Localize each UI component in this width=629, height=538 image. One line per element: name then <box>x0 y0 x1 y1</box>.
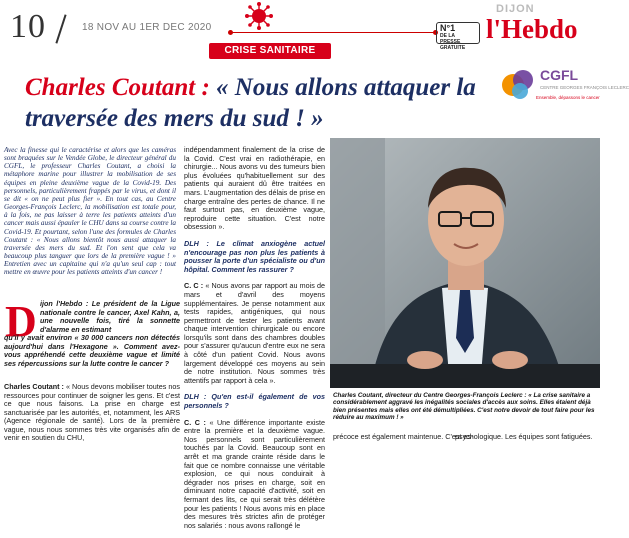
cgfl-emblem-icon <box>500 67 536 103</box>
logo-name: CGFL <box>540 67 579 83</box>
rule-dot <box>228 30 233 35</box>
portrait-photo <box>330 138 600 388</box>
page-number: 10 <box>10 8 46 45</box>
masthead-title: l'Hebdo <box>486 14 578 44</box>
question-2: DLH : Le climat anxiogène actuel n'encourage pas non plus les patients à pousser la porte d'un spécialiste ou d'un hôpital. Comment les rassurer ? <box>184 238 325 274</box>
headline <box>25 72 565 134</box>
virus-icon <box>241 1 277 31</box>
logo-tagline: Ensemble, dépassons le cancer <box>536 95 600 100</box>
intro-text: Avec la finesse qui le caractérise et alors que les caméras sont braquées sur le Vendée Globe, le directeur général du CGFL, le professeur Charles Coutant, a choisi la métaphore marine pour illustrer la mobilisation de ses équipes en pleine deuxième vague de la Covid-19. Des personnels, particulièrement frappés par le virus, et dont il se dit « on ne peut plus fier ». En tout cas, au Centre Georges-François Leclerc, la mobilisation est totale pour, à la fois, ne pas laisser à terre les patients atteints d'un cancer mais aussi épauler le CHU dans sa course contre la Covid-19. Et pourtant, selon l'une des formules de Charles Coutant : « Nous allons bientôt nous aussi attaquer la traversée des mers du sud. Et l'on sent que cela va beaucoup plus tanguer que lors de la première vague ! » Entretien avec un capitaine qui n'a qu'un seul cap : tout mettre en œuvre pour les patients atteints d'un cancer ! <box>4 146 176 277</box>
header-slash <box>55 14 66 43</box>
cgfl-logo <box>500 66 629 108</box>
headline-quote: « Nous allons attaquer la traversée des mers du sud ! » <box>25 74 476 132</box>
question-3: DLH : Qu'en est-il également de vos personnels ? <box>184 392 325 411</box>
article-column-2 <box>184 146 325 538</box>
bottom-text-left: précoce est également maintenue. C'est es- <box>333 432 474 441</box>
portrait-illustration <box>330 138 600 388</box>
issue-date: 18 NOV AU 1ER DEC 2020 <box>82 22 212 33</box>
logo-line1: CENTRE GEORGES FRANÇOIS LECLERC <box>540 85 629 90</box>
paragraph: indépendamment finalement de la crise de la Covid. C'est vrai en radiothérapie, en chirurgie... Nous avons vu des tumeurs bien plus évoluées qu'habituellement sur des patients qui auraient dû être traitées en mars. L'augmentation des délais de prise en charge entraîne des pertes de chance. Il ne faut surtout pas, en deuxième vague, reproduire cette situation. C'est notre obsession ». <box>184 145 325 232</box>
question-1-head: ijon l'Hebdo : Le président de la Ligue nationale contre le cancer, Axel Kahn, a, une nouvelle fois, tiré la sonnette d'alarme en estimant <box>40 299 180 334</box>
masthead-city: DIJON <box>496 3 535 15</box>
headline-accent: Charles Coutant : <box>25 74 217 101</box>
photo-caption: Charles Coutant, directeur du Centre Georges-François Leclerc : « La crise sanitaire a considérablement aggravé les inégalités sociales d'accès aux soins. Elles étaient déjà bien présentes mais elles ont été démultipliées. C'est notre devoir de tout faire pour les réduire au maximum ! » <box>333 392 595 421</box>
press-badge: N°1 DE LA PRESSE GRATUITE <box>436 22 480 44</box>
header-rule <box>230 32 435 33</box>
drop-cap: D <box>5 297 37 346</box>
section-label: CRISE SANITAIRE <box>209 43 331 59</box>
bottom-text-right: psychologique. Les équipes sont fatiguées. <box>455 432 593 441</box>
question-1-tail: qu'il y avait environ « 30 000 cancers non détectés aujourd'hui dans l'Hexagone ». Comment avez-vous appréhendé cette deuxième vague et limité ses répercussions sur la lutte contre le cancer ? <box>4 333 180 368</box>
answer-1: Charles Coutant : « Nous devons mobiliser toutes nos ressources pour continuer de soigner les gens. Et c'est ce que nous faisons. La prise en charge est sanctuarisée par les autorités, et, notamment, les ARS (Agence régionale de santé). Lors de la première vague, nous nous sommes très vite organisés afin de venir en soutien du CHU, <box>4 382 180 442</box>
answer-2: C. C : « Nous avons par rapport au mois de mars et d'avril des moyens supplémentaires. Je pense notamment aux tests rapides, antigéniques, qui nous permettront de tester les patients avant chaque intervention chirurgicale ou encore lorsqu'ils sont dans des chambres doubles pour s'assurer qu'aucun d'entre eux ne sera à côté d'un patient Covid. Nous avons largement développé ces moyens au sein de notre institution. Nous sommes très attentifs par rapport à cela ». <box>184 281 325 385</box>
answer-3: C. C : « Une différence importante existe entre la première et la deuxième vague. Nos personnels sont particulièrement touchés par la Covid. Beaucoup sont en arrêt et ma grande crainte réside dans le fait que ce nombre connaisse une véritable explosion, ce qui nous conduirait à dégrader nos prises en charge, soit en diminuant notre capacité d'activité, soit en fermant des lits, ce qui serait très délétère pour les patients ! Nous avons mis en place des mesures très strictes afin de protéger nos salariés : nous avons rallongé le <box>184 417 325 530</box>
